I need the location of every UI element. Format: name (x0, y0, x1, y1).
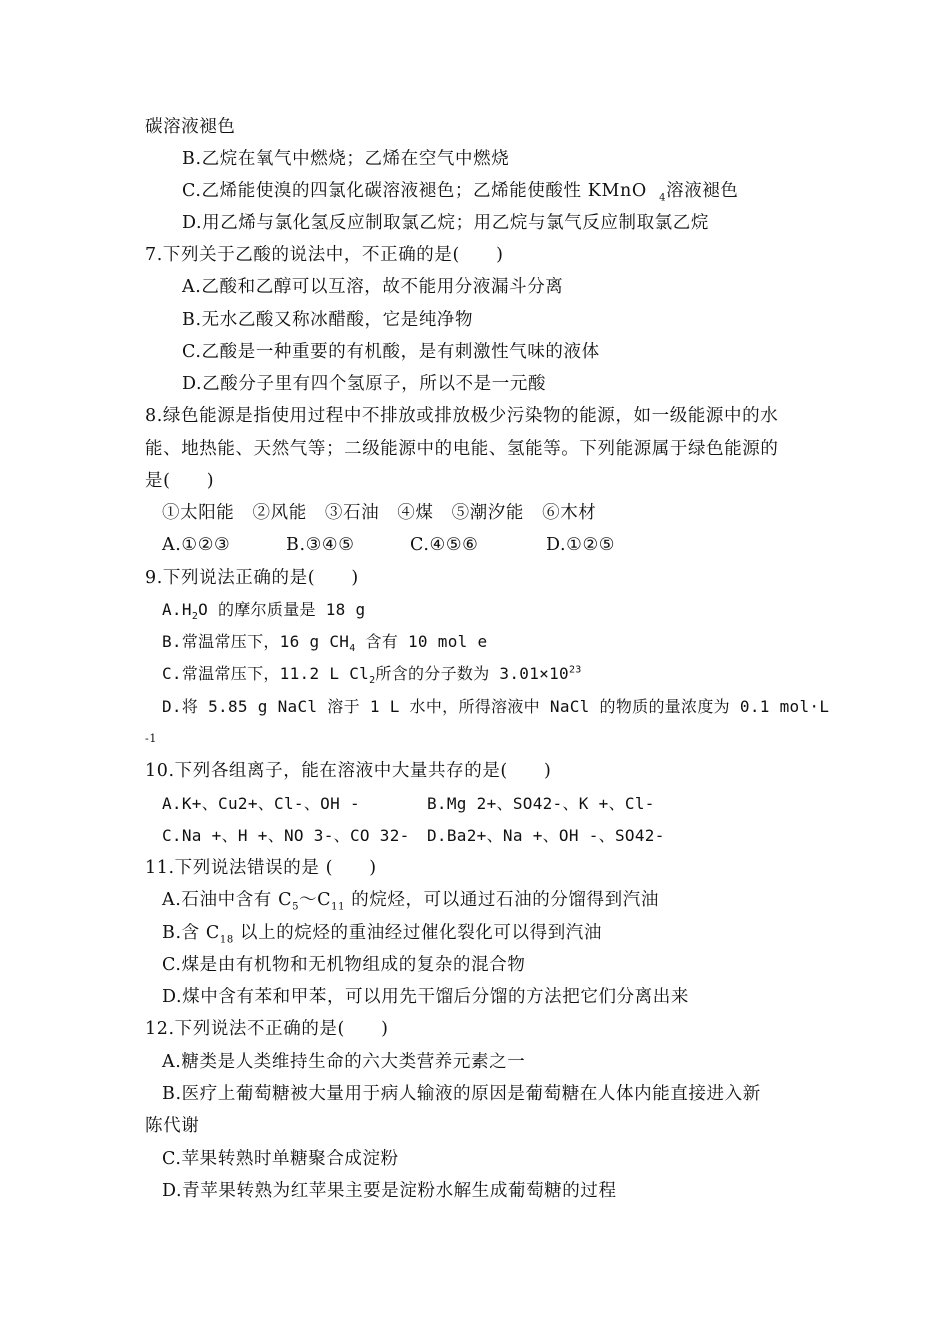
option-b: B.医疗上葡萄糖被大量用于病人输液的原因是葡萄糖在人体内能直接进入新 (162, 1084, 761, 1104)
option-b: B.Mg 2+、SO42-、K +、Cl- (427, 794, 655, 813)
option-c: C.乙酸是一种重要的有机酸，是有刺激性气味的液体 (182, 342, 600, 362)
option-text: O 的摩尔质量是 18 g (198, 600, 366, 619)
option-text: 含有 10 mol e (355, 632, 488, 651)
option-c (162, 663, 582, 685)
option-text: ～C (299, 890, 332, 910)
option-c: C.苹果转熟时单糖聚合成淀粉 (162, 1149, 399, 1169)
option-c: C.煤是由有机物和无机物组成的复杂的混合物 (162, 955, 526, 975)
option-d: D.乙酸分子里有四个氢原子，所以不是一元酸 (182, 374, 547, 394)
option-b-cont: 陈代谢 (145, 1116, 200, 1136)
option-a: A.①②③ (162, 535, 231, 555)
option-a: A.乙酸和乙醇可以互溶，故不能用分液漏斗分离 (182, 277, 564, 297)
options-row (162, 534, 662, 556)
option-a (162, 889, 659, 911)
question-8-cont: 能、地热能、天然气等；二级能源中的电能、氢能等。下列能源属于绿色能源的 (145, 439, 779, 459)
option-c: C.Na +、H +、NO 3-、CO 32- (162, 826, 410, 845)
subscript: 18 (219, 934, 234, 946)
option-d: D.①②⑤ (546, 535, 616, 555)
option-b (162, 631, 487, 653)
question-8: 8.绿色能源是指使用过程中不排放或排放极少污染物的能源，如一级能源中的水 (145, 406, 779, 426)
option-b (162, 922, 602, 944)
option-a: A.K+、Cu2+、Cl-、OH - (162, 794, 360, 813)
subscript: 11 (331, 901, 346, 913)
option-a (162, 599, 365, 621)
option-text: B.常温常压下，16 g CH (162, 632, 350, 651)
subscript: 4 (659, 192, 667, 204)
subscript: 5 (292, 901, 300, 913)
option-d: D.用乙烯与氯化氢反应制取氯乙烷；用乙烷与氯气反应制取氯乙烷 (182, 213, 709, 233)
question-10: 10.下列各组离子，能在溶液中大量共存的是( ) (145, 761, 552, 781)
option-text: B.含 C (162, 923, 220, 943)
option-d: D.青苹果转熟为红苹果主要是淀粉水解生成葡萄糖的过程 (162, 1181, 617, 1201)
subscript: 2 (191, 611, 199, 623)
option-text: 以上的烷烃的重油经过催化裂化可以得到汽油 (233, 923, 602, 943)
option-d: D.将 5.85 g NaCl 溶于 1 L 水中，所得溶液中 NaCl 的物质的量浓度为 0.1 mol·L (162, 697, 830, 716)
superscript: 23 (568, 664, 582, 676)
question-9: 9.下列说法正确的是( ) (145, 568, 359, 588)
options-row (162, 793, 655, 815)
option-b: B.无水乙酸又称冰醋酸，它是纯净物 (182, 310, 474, 330)
text-line: 碳溶液褪色 (145, 117, 236, 137)
question-7: 7.下列关于乙酸的说法中，不正确的是( ) (145, 245, 504, 265)
option-text: A.H (162, 600, 192, 619)
unit-exponent: -1 (145, 732, 157, 745)
option-text: C.常温常压下，11.2 L Cl (162, 664, 370, 683)
option-text: 溶液褪色 (666, 181, 739, 201)
question-11: 11.下列说法错误的是 ( ) (145, 858, 377, 878)
option-text: C.乙烯能使溴的四氯化碳溶液褪色；乙烯能使酸性 KMnO (182, 181, 647, 201)
option-c: C.④⑤⑥ (410, 535, 479, 555)
option-a: A.糖类是人类维持生命的六大类营养元素之一 (162, 1052, 526, 1072)
energy-list: ①太阳能 ②风能 ③石油 ④煤 ⑤潮汐能 ⑥木材 (162, 503, 597, 523)
question-8-cont: 是( ) (145, 471, 215, 491)
option-text: 所含的分子数为 3.01×10 (375, 664, 569, 683)
option-d: D.煤中含有苯和甲苯，可以用先干馏后分馏的方法把它们分离出来 (162, 987, 689, 1007)
subscript: 4 (349, 643, 356, 655)
option-text: 的烷烃，可以通过石油的分馏得到汽油 (345, 890, 659, 910)
option-c (182, 180, 739, 202)
option-b: B.③④⑤ (286, 535, 355, 555)
option-b: B.乙烷在氧气中燃烧；乙烯在空气中燃烧 (182, 149, 510, 169)
option-text: A.石油中含有 C (162, 890, 293, 910)
subscript: 2 (369, 675, 376, 687)
option-d: D.Ba2+、Na +、OH -、SO42- (427, 826, 665, 845)
options-row (162, 825, 665, 847)
question-12: 12.下列说法不正确的是( ) (145, 1019, 389, 1039)
